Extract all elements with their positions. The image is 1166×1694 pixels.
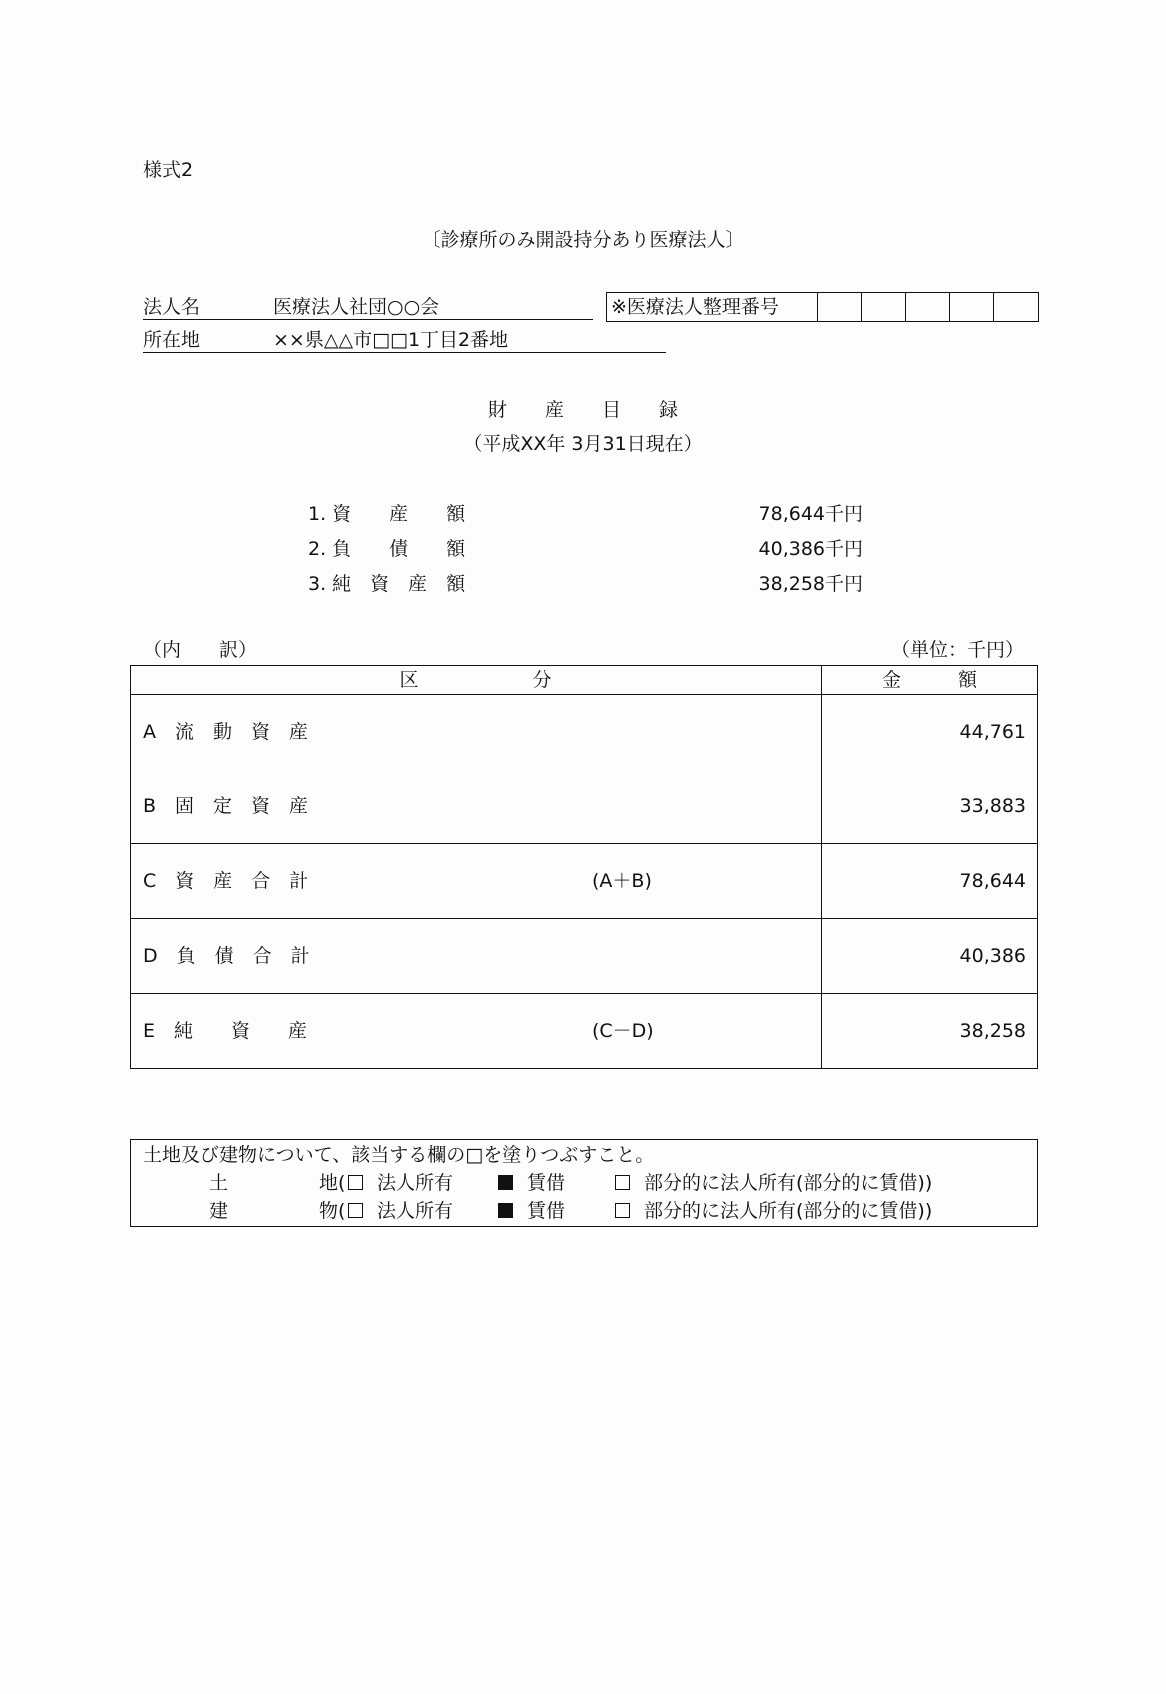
name-underline bbox=[143, 319, 593, 320]
option-label: 賃借 bbox=[527, 1200, 566, 1222]
property-option bbox=[496, 1174, 565, 1193]
registration-number-box bbox=[606, 292, 1039, 322]
option-label: 部分的に法人所有(部分的に賃借)) bbox=[644, 1200, 933, 1222]
summary-value: 78,644千円 bbox=[758, 503, 863, 525]
property-option bbox=[346, 1174, 453, 1193]
property-option bbox=[496, 1202, 565, 1221]
unit-label: （単位：千円） bbox=[890, 639, 1024, 661]
checked-checkbox-icon[interactable] bbox=[498, 1175, 513, 1190]
property-instruction: 土地及び建物について、該当する欄の□を塗りつぶすこと。 bbox=[143, 1144, 655, 1166]
row-label: A 流 動 資 産 bbox=[143, 721, 308, 743]
row-value: 40,386 bbox=[959, 945, 1026, 967]
summary-label: 2. 負 債 額 bbox=[308, 538, 466, 560]
address-underline bbox=[143, 352, 666, 353]
row-label: E 純 資 産 bbox=[143, 1020, 308, 1042]
checked-checkbox-icon[interactable] bbox=[498, 1203, 513, 1218]
row-value: 38,258 bbox=[959, 1020, 1026, 1042]
option-label: 法人所有 bbox=[377, 1172, 454, 1194]
row-value: 33,883 bbox=[959, 795, 1026, 817]
property-type: 地( bbox=[319, 1172, 346, 1194]
unchecked-checkbox-icon[interactable] bbox=[348, 1175, 363, 1190]
row-label: B 固 定 資 産 bbox=[143, 795, 309, 817]
property-option bbox=[613, 1202, 932, 1221]
row-value: 44,761 bbox=[959, 721, 1026, 743]
corp-name-value: 医療法人社団○○会 bbox=[273, 296, 440, 318]
summary-label: 1. 資 産 額 bbox=[308, 503, 466, 525]
option-label: 賃借 bbox=[527, 1172, 566, 1194]
property-head: 建 bbox=[209, 1200, 229, 1222]
table-header-amount: 金 額 bbox=[881, 669, 977, 691]
property-box bbox=[130, 1139, 1038, 1227]
unchecked-checkbox-icon[interactable] bbox=[615, 1175, 630, 1190]
summary-label: 3. 純 資 産 額 bbox=[308, 573, 466, 595]
option-label: 部分的に法人所有(部分的に賃借)) bbox=[644, 1172, 933, 1194]
breakdown-label: （内 訳） bbox=[143, 639, 258, 661]
corp-address-label: 所在地 bbox=[143, 329, 201, 351]
unchecked-checkbox-icon[interactable] bbox=[348, 1203, 363, 1218]
property-type: 物( bbox=[319, 1200, 346, 1222]
corp-name-label: 法人名 bbox=[143, 296, 201, 318]
document-subtitle: 〔診療所のみ開設持分あり医療法人〕 bbox=[421, 229, 745, 251]
row-value: 78,644 bbox=[959, 870, 1026, 892]
table-header-category: 区 分 bbox=[399, 669, 552, 691]
property-option bbox=[346, 1202, 453, 1221]
document-date: （平成XX年 3月31日現在） bbox=[463, 433, 703, 455]
registration-number-label: ※医療法人整理番号 bbox=[611, 296, 779, 318]
row-formula: (C－D) bbox=[592, 1020, 654, 1042]
summary-value: 40,386千円 bbox=[758, 538, 863, 560]
form-label: 様式2 bbox=[143, 159, 194, 181]
document-title: 財 産 目 録 bbox=[487, 399, 678, 421]
row-formula: (A＋B) bbox=[592, 870, 652, 892]
summary-value: 38,258千円 bbox=[758, 573, 863, 595]
row-label: D 負 債 合 計 bbox=[143, 945, 310, 967]
option-label: 法人所有 bbox=[377, 1200, 454, 1222]
property-head: 土 bbox=[209, 1172, 229, 1194]
unchecked-checkbox-icon[interactable] bbox=[615, 1203, 630, 1218]
row-label: C 資 産 合 計 bbox=[143, 870, 309, 892]
corp-address-value: ××県△△市□□1丁目2番地 bbox=[273, 329, 509, 351]
property-option bbox=[613, 1174, 932, 1193]
